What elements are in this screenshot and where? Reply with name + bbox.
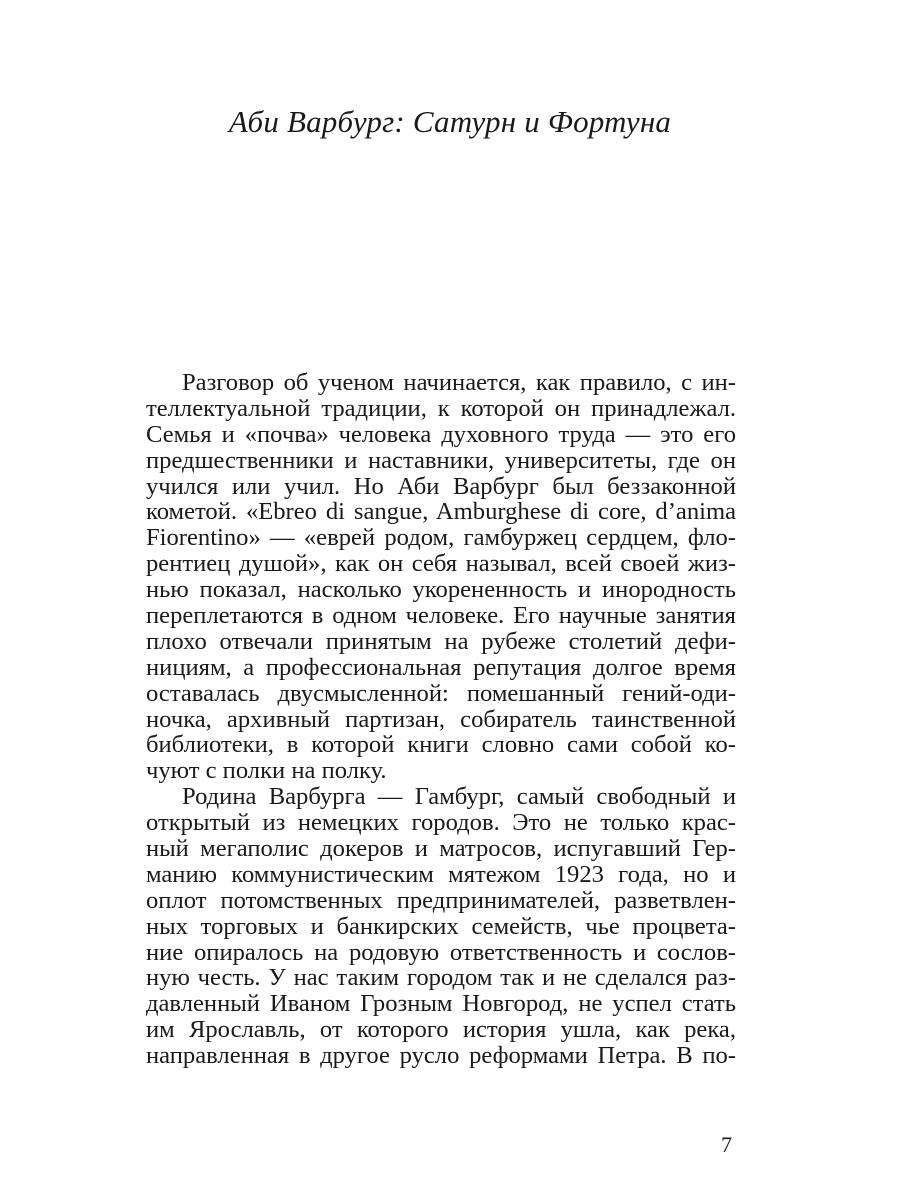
- paragraph-2-line-3: ный мегаполис докеров и матросов, испугавший Гер-: [146, 835, 736, 863]
- paragraph-1-line-7: Fiorentino» — «еврей родом, гамбуржец сердцем, фло-: [146, 524, 736, 552]
- paragraph-2-line-5: оплот потомственных предпринимателей, разветвлен-: [146, 886, 736, 914]
- chapter-title: Аби Варбург: Сатурн и Фортуна: [228, 104, 672, 139]
- paragraph-2-line-7: ние опиралось на родовую ответственность и сослов-: [146, 938, 736, 966]
- paragraph-1-line-11: плохо отвечали принятым на рубеже столетий дефи-: [146, 627, 736, 655]
- paragraph-2-line-10: им Ярославль, от которого история ушла, как река,: [146, 1016, 736, 1044]
- paragraph-1-line-4: предшественники и наставники, университеты, где он: [146, 446, 736, 474]
- body-text: [146, 370, 736, 1069]
- paragraph-2-line-2: открытый из немецких городов. Это не только крас-: [146, 809, 736, 837]
- page-number: 7: [721, 1132, 732, 1157]
- paragraph-2-line-4: манию коммунистическим мятежом 1923 года, но и: [146, 860, 736, 888]
- paragraph-1-line-1: Разговор об ученом начинается, как правило, с ин-: [182, 369, 736, 396]
- paragraph-1-line-15: библиотеки, в которой книги словно сами собой ко-: [146, 731, 736, 759]
- paragraph-1-line-14: ночка, архивный партизан, собиратель таинственной: [146, 705, 736, 733]
- paragraph-1-line-10: переплетаются в одном человеке. Его научные занятия: [146, 602, 736, 630]
- paragraph-1-line-13: оставалась двусмысленной: помешанный гений-оди-: [146, 679, 736, 707]
- paragraph-2-line-1: Родина Варбурга — Гамбург, самый свободный и: [182, 783, 736, 811]
- paragraph-1-line-3: Семья и «почва» человека духовного труда — это его: [146, 420, 736, 448]
- paragraph-1-line-16: чуют с полки на полку.: [146, 757, 387, 785]
- paragraph-1-line-9: нью показал, насколько укорененность и инородность: [146, 576, 736, 604]
- paragraph-2-line-9: давленный Иваном Грозным Новгород, не успел стать: [146, 990, 736, 1018]
- paragraph-2-line-6: ных торговых и банкирских семейств, чье процвета-: [146, 912, 736, 940]
- paragraph-1-line-12: нициям, а профессиональная репутация долгое время: [146, 653, 736, 681]
- paragraph-2-line-8: ную честь. У нас таким городом так и не сделался раз-: [146, 964, 736, 992]
- paragraph-2-line-11: направленная в другое русло реформами Петра. В по-: [146, 1042, 736, 1070]
- paragraph-1-line-2: теллектуальной традиции, к которой он принадлежал.: [146, 394, 736, 422]
- paragraph-1-line-5: учился или учил. Но Аби Варбург был беззаконной: [146, 472, 736, 500]
- paragraph-1-line-8: рентиец душой», как он себя называл, всей своей жиз-: [146, 550, 736, 578]
- paragraph-1-line-6: кометой. «Ebreo di sangue, Amburghese di core, d’anima: [146, 498, 736, 526]
